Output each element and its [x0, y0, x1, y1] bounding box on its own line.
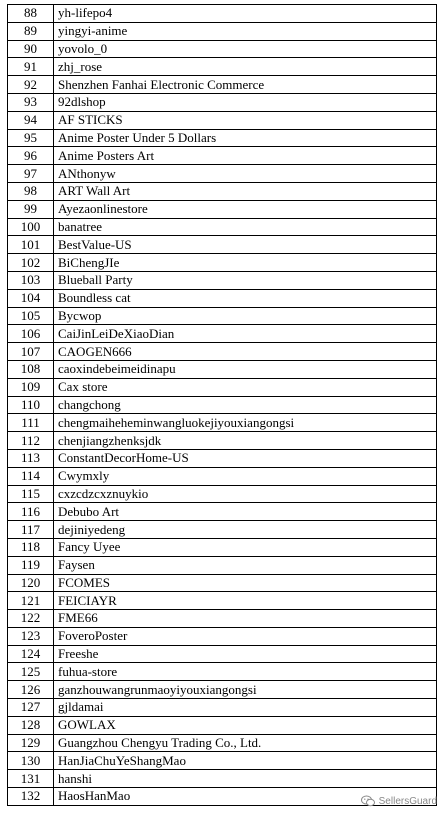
store-name: FME66: [54, 610, 437, 628]
table-row: [8, 182, 437, 200]
store-name: yovolo_0: [54, 40, 437, 58]
table-row: [8, 734, 437, 752]
store-name: Cwymxly: [54, 467, 437, 485]
table-row: [8, 5, 437, 23]
row-number: 122: [8, 610, 54, 628]
store-name: dejiniyedeng: [54, 521, 437, 539]
table-row: [8, 360, 437, 378]
table-row: [8, 663, 437, 681]
document-page: [7, 4, 437, 806]
row-number: 90: [8, 40, 54, 58]
table-row: [8, 503, 437, 521]
table-row: [8, 627, 437, 645]
row-number: 106: [8, 325, 54, 343]
table-row: [8, 343, 437, 361]
table-row: [8, 699, 437, 717]
row-number: 127: [8, 699, 54, 717]
store-name: cxzcdzcxznuykio: [54, 485, 437, 503]
table-row: [8, 467, 437, 485]
table-row: [8, 254, 437, 272]
row-number: 110: [8, 396, 54, 414]
row-number: 125: [8, 663, 54, 681]
row-number: 108: [8, 360, 54, 378]
row-number: 126: [8, 681, 54, 699]
row-number: 92: [8, 76, 54, 94]
table-row: [8, 716, 437, 734]
row-number: 116: [8, 503, 54, 521]
row-number: 112: [8, 432, 54, 450]
store-name: ART Wall Art: [54, 182, 437, 200]
store-name: Anime Posters Art: [54, 147, 437, 165]
store-name: yh-lifepo4: [54, 5, 437, 23]
store-name: Bycwop: [54, 307, 437, 325]
row-number: 120: [8, 574, 54, 592]
table-row: [8, 93, 437, 111]
store-name: ganzhouwangrunmaoyiyouxiangongsi: [54, 681, 437, 699]
row-number: 91: [8, 58, 54, 76]
store-name-table: [7, 4, 437, 806]
row-number: 89: [8, 22, 54, 40]
row-number: 107: [8, 343, 54, 361]
store-name: Boundless cat: [54, 289, 437, 307]
row-number: 96: [8, 147, 54, 165]
row-number: 111: [8, 414, 54, 432]
table-row: [8, 574, 437, 592]
store-name: Faysen: [54, 556, 437, 574]
row-number: 95: [8, 129, 54, 147]
row-number: 129: [8, 734, 54, 752]
row-number: 117: [8, 521, 54, 539]
store-name: ANthonyw: [54, 165, 437, 183]
row-number: 130: [8, 752, 54, 770]
table-row: [8, 556, 437, 574]
store-name: HaosHanMao: [54, 788, 437, 806]
row-number: 114: [8, 467, 54, 485]
row-number: 97: [8, 165, 54, 183]
row-number: 105: [8, 307, 54, 325]
table-row: [8, 111, 437, 129]
row-number: 101: [8, 236, 54, 254]
watermark-text: SellersGuard: [378, 795, 437, 807]
store-name: CAOGEN666: [54, 343, 437, 361]
table-row: [8, 40, 437, 58]
store-name: Blueball Party: [54, 271, 437, 289]
table-row: [8, 610, 437, 628]
table-row: [8, 218, 437, 236]
store-name: Debubo Art: [54, 503, 437, 521]
table-body: [8, 5, 437, 806]
watermark: [361, 795, 437, 807]
store-name: CaiJinLeiDeXiaoDian: [54, 325, 437, 343]
row-number: 99: [8, 200, 54, 218]
store-name: gjldamai: [54, 699, 437, 717]
table-row: [8, 485, 437, 503]
row-number: 88: [8, 5, 54, 23]
store-name: BestValue-US: [54, 236, 437, 254]
table-row: [8, 165, 437, 183]
store-name: Cax store: [54, 378, 437, 396]
store-name: Freeshe: [54, 645, 437, 663]
table-row: [8, 147, 437, 165]
store-name: FCOMES: [54, 574, 437, 592]
store-name: hanshi: [54, 770, 437, 788]
store-name: banatree: [54, 218, 437, 236]
table-row: [8, 325, 437, 343]
store-name: Anime Poster Under 5 Dollars: [54, 129, 437, 147]
row-number: 103: [8, 271, 54, 289]
table-row: [8, 271, 437, 289]
row-number: 131: [8, 770, 54, 788]
store-name: Guangzhou Chengyu Trading Co., Ltd.: [54, 734, 437, 752]
table-row: [8, 236, 437, 254]
store-name: GOWLAX: [54, 716, 437, 734]
store-name: zhj_rose: [54, 58, 437, 76]
table-row: [8, 592, 437, 610]
row-number: 109: [8, 378, 54, 396]
table-row: [8, 681, 437, 699]
table-row: [8, 538, 437, 556]
table-row: [8, 307, 437, 325]
table-row: [8, 770, 437, 788]
store-name: Fancy Uyee: [54, 538, 437, 556]
store-name: 92dlshop: [54, 93, 437, 111]
store-name: Ayezaonlinestore: [54, 200, 437, 218]
table-row: [8, 76, 437, 94]
row-number: 115: [8, 485, 54, 503]
store-name: yingyi-anime: [54, 22, 437, 40]
table-row: [8, 22, 437, 40]
row-number: 98: [8, 182, 54, 200]
table-row: [8, 378, 437, 396]
table-row: [8, 289, 437, 307]
store-name: HanJiaChuYeShangMao: [54, 752, 437, 770]
store-name: FEICIAYR: [54, 592, 437, 610]
row-number: 132: [8, 788, 54, 806]
table-row: [8, 396, 437, 414]
row-number: 121: [8, 592, 54, 610]
store-name: AF STICKS: [54, 111, 437, 129]
wechat-icon: [361, 795, 375, 807]
row-number: 100: [8, 218, 54, 236]
row-number: 118: [8, 538, 54, 556]
table-row: [8, 521, 437, 539]
table-row: [8, 432, 437, 450]
store-name: fuhua-store: [54, 663, 437, 681]
table-row: [8, 58, 437, 76]
table-row: [8, 200, 437, 218]
table-row: [8, 645, 437, 663]
store-name: ConstantDecorHome-US: [54, 449, 437, 467]
table-row: [8, 449, 437, 467]
store-name: FoveroPoster: [54, 627, 437, 645]
table-row: [8, 414, 437, 432]
store-name: changchong: [54, 396, 437, 414]
row-number: 123: [8, 627, 54, 645]
row-number: 113: [8, 449, 54, 467]
store-name: BiChengJIe: [54, 254, 437, 272]
store-name: caoxindebeimeidinapu: [54, 360, 437, 378]
table-row: [8, 752, 437, 770]
store-name: Shenzhen Fanhai Electronic Commerce: [54, 76, 437, 94]
table-row: [8, 129, 437, 147]
row-number: 94: [8, 111, 54, 129]
row-number: 93: [8, 93, 54, 111]
row-number: 104: [8, 289, 54, 307]
store-name: chenjiangzhenksjdk: [54, 432, 437, 450]
row-number: 128: [8, 716, 54, 734]
row-number: 124: [8, 645, 54, 663]
row-number: 119: [8, 556, 54, 574]
store-name: chengmaiheheminwangluokejiyouxiangongsi: [54, 414, 437, 432]
row-number: 102: [8, 254, 54, 272]
